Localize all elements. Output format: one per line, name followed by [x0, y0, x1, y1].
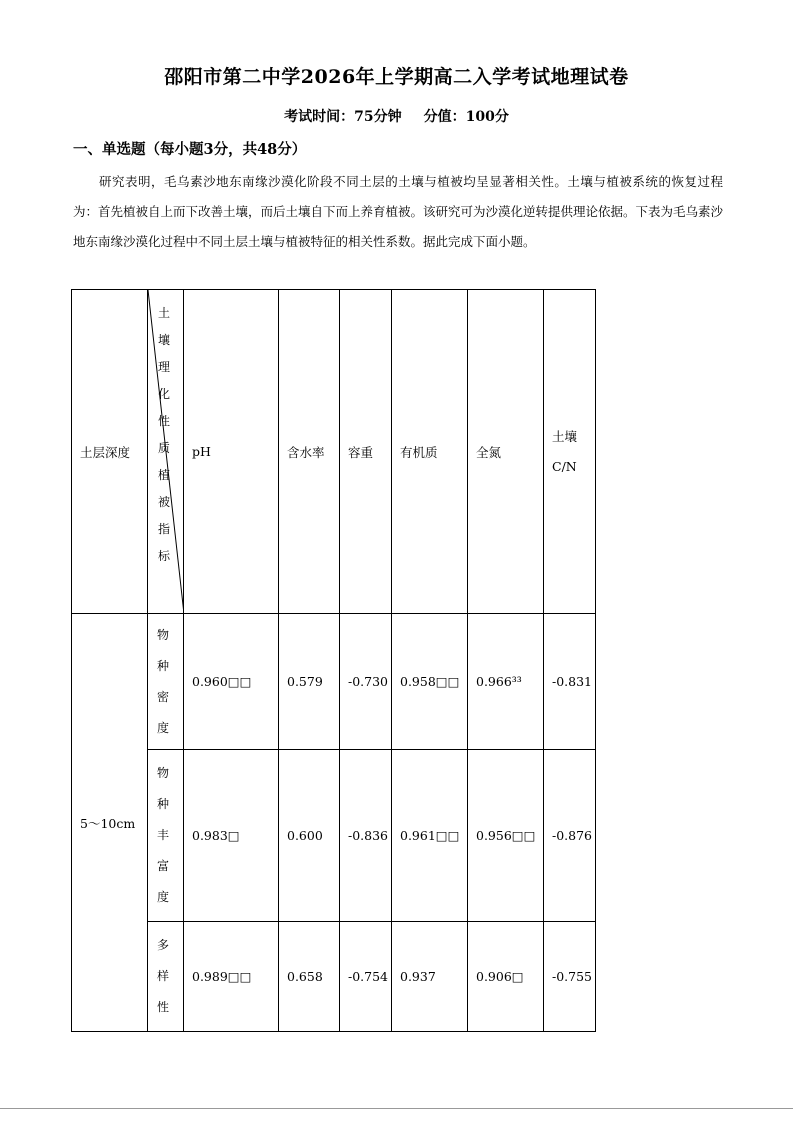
exam-info	[0, 106, 793, 126]
value-cell: -0.755	[544, 922, 596, 1032]
value-cell: 0.983□	[184, 750, 279, 922]
header-diagonal-cell	[148, 290, 184, 614]
column-header: 土壤C/N	[544, 290, 596, 614]
column-header: 含水率	[279, 290, 340, 614]
value-cell: 0.658	[279, 922, 340, 1032]
indicator-label: 物种密度	[156, 627, 169, 735]
value-cell: 0.960□□	[184, 614, 279, 750]
value-cell: 0.961□□	[392, 750, 468, 922]
exam-time: 考试时间：75分钟	[284, 109, 402, 125]
value-cell: -0.754	[340, 922, 392, 1032]
value-cell: -0.876	[544, 750, 596, 922]
value-cell: 0.958□□	[392, 614, 468, 750]
indicator-label: 多样性	[156, 938, 169, 1014]
value-cell: -0.831	[544, 614, 596, 750]
depth-cell: 5～10cm	[72, 614, 148, 1032]
value-cell: 0.906□	[468, 922, 544, 1032]
table-header-row	[72, 290, 596, 614]
column-header: 有机质	[392, 290, 468, 614]
indicator-cell	[148, 922, 184, 1032]
value-cell: -0.730	[340, 614, 392, 750]
value-cell: 0.600	[279, 750, 340, 922]
indicator-label: 物种丰富度	[156, 766, 169, 904]
value-cell: 0.937	[392, 922, 468, 1032]
table-row	[72, 614, 596, 750]
exam-score: 分值：100分	[423, 109, 509, 125]
page-bottom-rule	[0, 1108, 793, 1109]
value-cell: 0.579	[279, 614, 340, 750]
passage-text: 研究表明，毛乌素沙地东南缘沙漠化阶段不同土层的土壤与植被均呈显著相关性。土壤与植被系统的恢复过程为：首先植被自上而下改善土壤，而后土壤自下而上养育植被。该研究可为沙漠化逆转提供理论依据。下表为毛乌素沙地东南缘沙漠化过程中不同土层土壤与植被特征的相关性系数。据此完成下面小题。	[73, 174, 724, 249]
value-cell: -0.836	[340, 750, 392, 922]
table-row	[72, 750, 596, 922]
correlation-table	[71, 289, 596, 1032]
column-header: 容重	[340, 290, 392, 614]
section-heading: 一、单选题（每小题3分，共48分）	[73, 141, 307, 158]
header-diagonal-label: 土壤理化性质植被指标	[157, 306, 170, 563]
column-header: pH	[184, 290, 279, 614]
value-cell: 0.989□□	[184, 922, 279, 1032]
indicator-cell	[148, 750, 184, 922]
value-cell: 0.956□□	[468, 750, 544, 922]
header-depth: 土层深度	[72, 290, 148, 614]
table-row	[72, 922, 596, 1032]
value-cell: 0.966³³	[468, 614, 544, 750]
page-title: 邵阳市第二中学2026年上学期高二入学考试地理试卷	[164, 66, 629, 88]
indicator-cell	[148, 614, 184, 750]
column-header: 全氮	[468, 290, 544, 614]
